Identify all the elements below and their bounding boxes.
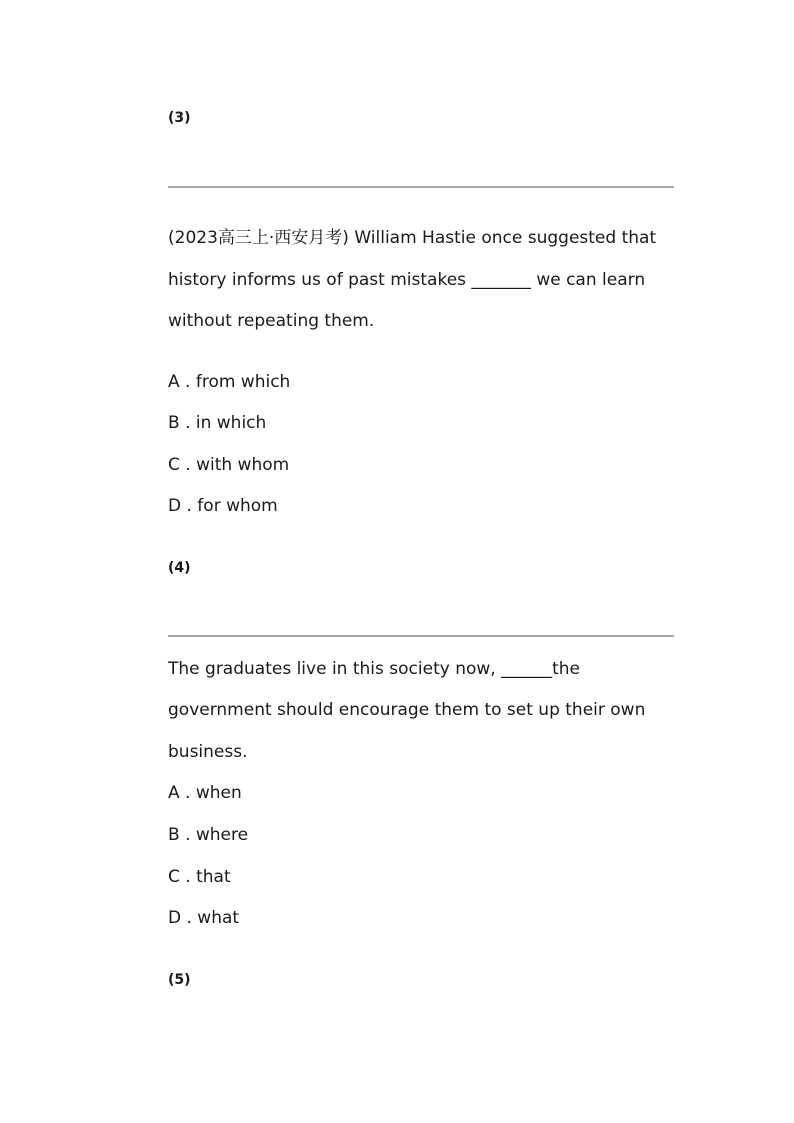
option-b: B . where	[168, 825, 249, 845]
question-stem-line: history informs us of past mistakes _______ we can learn	[168, 270, 646, 290]
option-a: A . when	[168, 783, 242, 803]
option-c: C . that	[168, 867, 231, 887]
option-b: B . in which	[168, 413, 267, 433]
question-stem-line: without repeating them.	[168, 311, 375, 331]
divider-line	[168, 635, 674, 637]
question-stem-line: business.	[168, 742, 248, 762]
option-d: D . for whom	[168, 496, 278, 516]
divider-line	[168, 186, 674, 188]
question-stem-line: (2023高三上·西安月考) William Hastie once suggested that	[168, 228, 657, 248]
option-a: A . from which	[168, 372, 291, 392]
option-c: C . with whom	[168, 455, 290, 475]
question-number: (3)	[168, 110, 191, 126]
question-number: (4)	[168, 560, 191, 576]
option-d: D . what	[168, 908, 240, 928]
question-number: (5)	[168, 972, 191, 988]
question-stem-line: The graduates live in this society now, ______the	[168, 659, 580, 679]
question-stem-line: government should encourage them to set up their own	[168, 700, 646, 720]
